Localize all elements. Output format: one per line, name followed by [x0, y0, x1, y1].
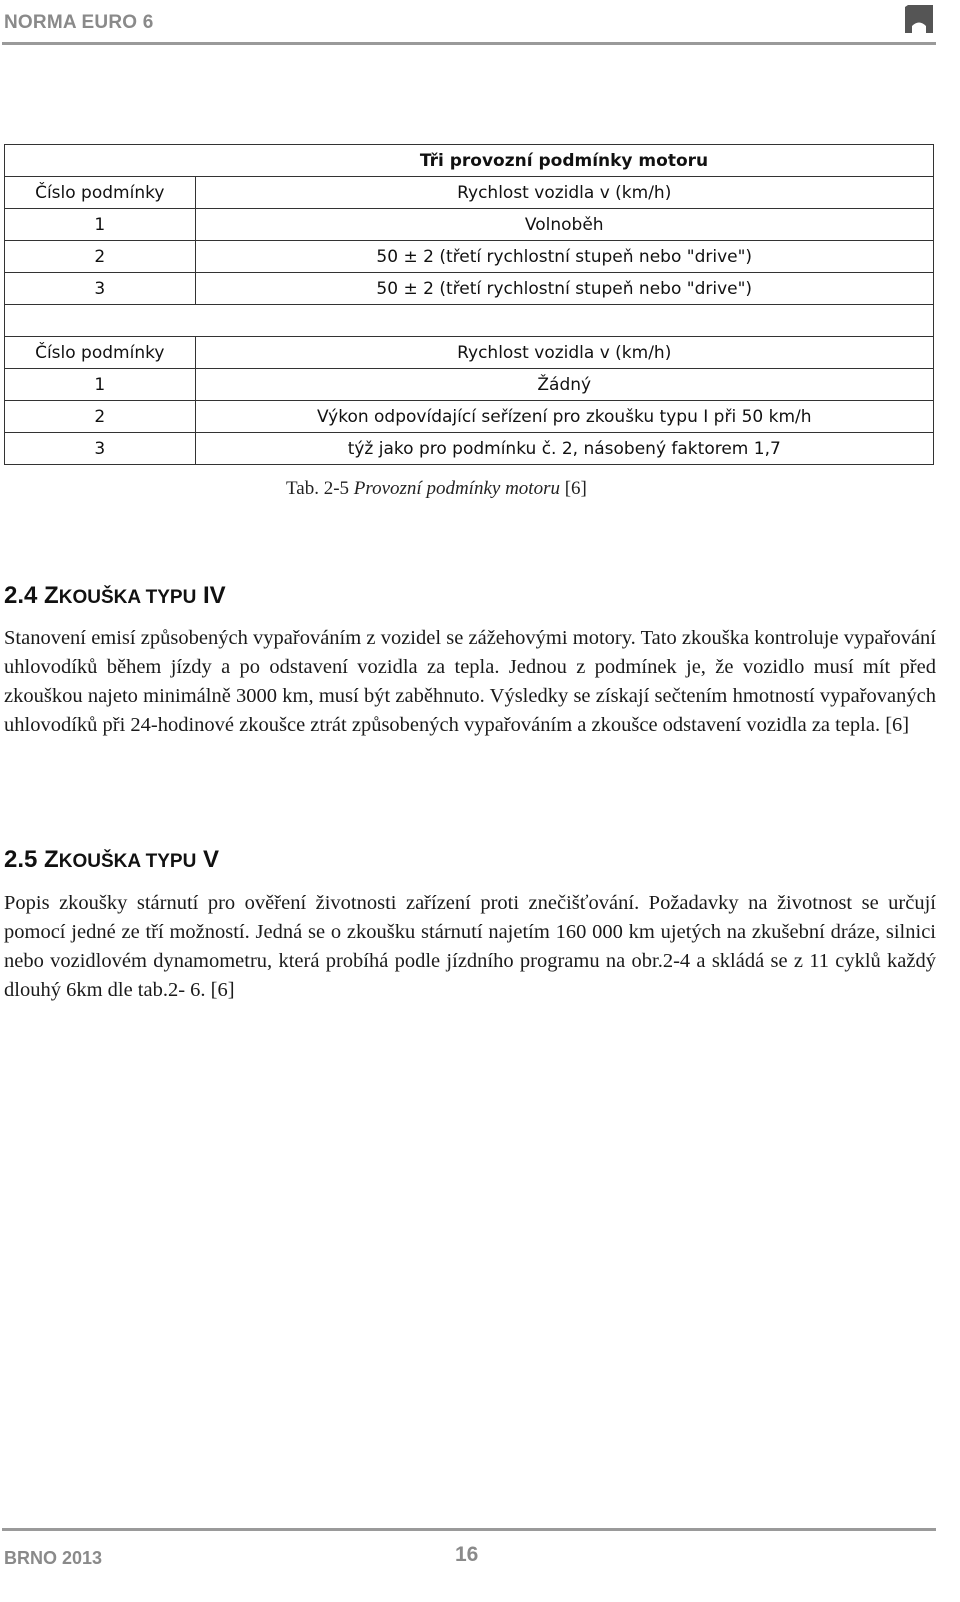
section-heading-2-5 [4, 846, 219, 874]
table-cell: 3 [5, 273, 196, 305]
footer-location-year: BRNO 2013 [4, 1548, 103, 1568]
header-cell-condition: Číslo podmínky [5, 337, 196, 369]
header-cell-condition: Číslo podmínky [5, 177, 196, 209]
table-row [5, 209, 934, 241]
section-heading-2-4 [4, 582, 226, 610]
table-row [5, 433, 934, 465]
table-cell: Volnoběh [195, 209, 934, 241]
caption-reference: [6] [564, 478, 587, 499]
table-cell: Žádný [195, 369, 934, 401]
paragraph-2-4: Stanovení emisí způsobených vypařováním z vozidel se zážehovými motory. Tato zkouška kontroluje vypařování uhlovodíků během jízdy a po odstavení vozidla za tepla. Jednou z podmínek je, že vozidlo musí mít před zkouškou najeto minimálně 3000 km, musí být zaběhnuto. Výsledky se získají sečtením hmotností vypařovaných uhlovodíků při 24-hodinové zkoušce ztrát způsobených vypařováním a zkoušce odstavení vozidla za tepla. [6] [4, 627, 936, 736]
table-row [5, 369, 934, 401]
section-number: 2.5 [4, 846, 38, 873]
table-cell: 3 [5, 433, 196, 465]
table-row [5, 273, 934, 305]
table-cell: 1 [5, 369, 196, 401]
section-number: 2.4 [4, 582, 38, 609]
table-cell: 2 [5, 241, 196, 273]
section-title-roman: V [202, 846, 219, 873]
section-title-initial: Z [44, 846, 59, 873]
section-title-roman: IV [202, 582, 226, 609]
paragraph-2-5: Popis zkoušky stárnutí pro ověření životnosti zařízení proti znečišťování. Požadavky na životnost se určují pomocí jedné ze tří možností. Jedná se o zkoušku stárnutí najetím 160 000 km ujetých na zkušební dráze, silnici nebo vozidlovém dynamometru, která probíhá podle jízdního programu na obr.2-4 a skládá se z 11 cyklů každý dlouhý 6km dle tab.2- 6. [6] [4, 892, 936, 1001]
header-cell-speed: Rychlost vozidla v (km/h) [195, 177, 934, 209]
engine-conditions-table [4, 144, 934, 465]
table-cell: 2 [5, 401, 196, 433]
table-cell: Výkon odpovídající seřízení pro zkoušku typu I při 50 km/h [195, 401, 934, 433]
university-logo-icon [904, 4, 934, 34]
running-title: NORMA EURO 6 [4, 12, 154, 33]
table-header-row [5, 177, 934, 209]
table-title-row [5, 145, 934, 177]
caption-title: Provozní podmínky motoru [353, 478, 560, 499]
table-header-row [5, 337, 934, 369]
table-caption [286, 478, 587, 500]
table-title: Tři provozní podmínky motoru [195, 145, 934, 177]
table-cell: 1 [5, 209, 196, 241]
table-row [5, 401, 934, 433]
caption-prefix: Tab. 2-5 [286, 478, 350, 499]
section-title-initial: Z [44, 582, 59, 609]
table-cell: 50 ± 2 (třetí rychlostní stupeň nebo "drive") [195, 241, 934, 273]
section-title-rest: KOUŠKA TYPU [58, 587, 197, 608]
table-cell: 50 ± 2 (třetí rychlostní stupeň nebo "drive") [195, 273, 934, 305]
header-cell-speed: Rychlost vozidla v (km/h) [195, 337, 934, 369]
table-spacer-row [5, 305, 934, 337]
header-rule [2, 42, 936, 45]
table-row [5, 241, 934, 273]
section-title-rest: KOUŠKA TYPU [58, 851, 197, 872]
table-cell: týž jako pro podmínku č. 2, násobený faktorem 1,7 [195, 433, 934, 465]
page-number: 16 [455, 1543, 479, 1566]
footer-rule [2, 1528, 936, 1531]
